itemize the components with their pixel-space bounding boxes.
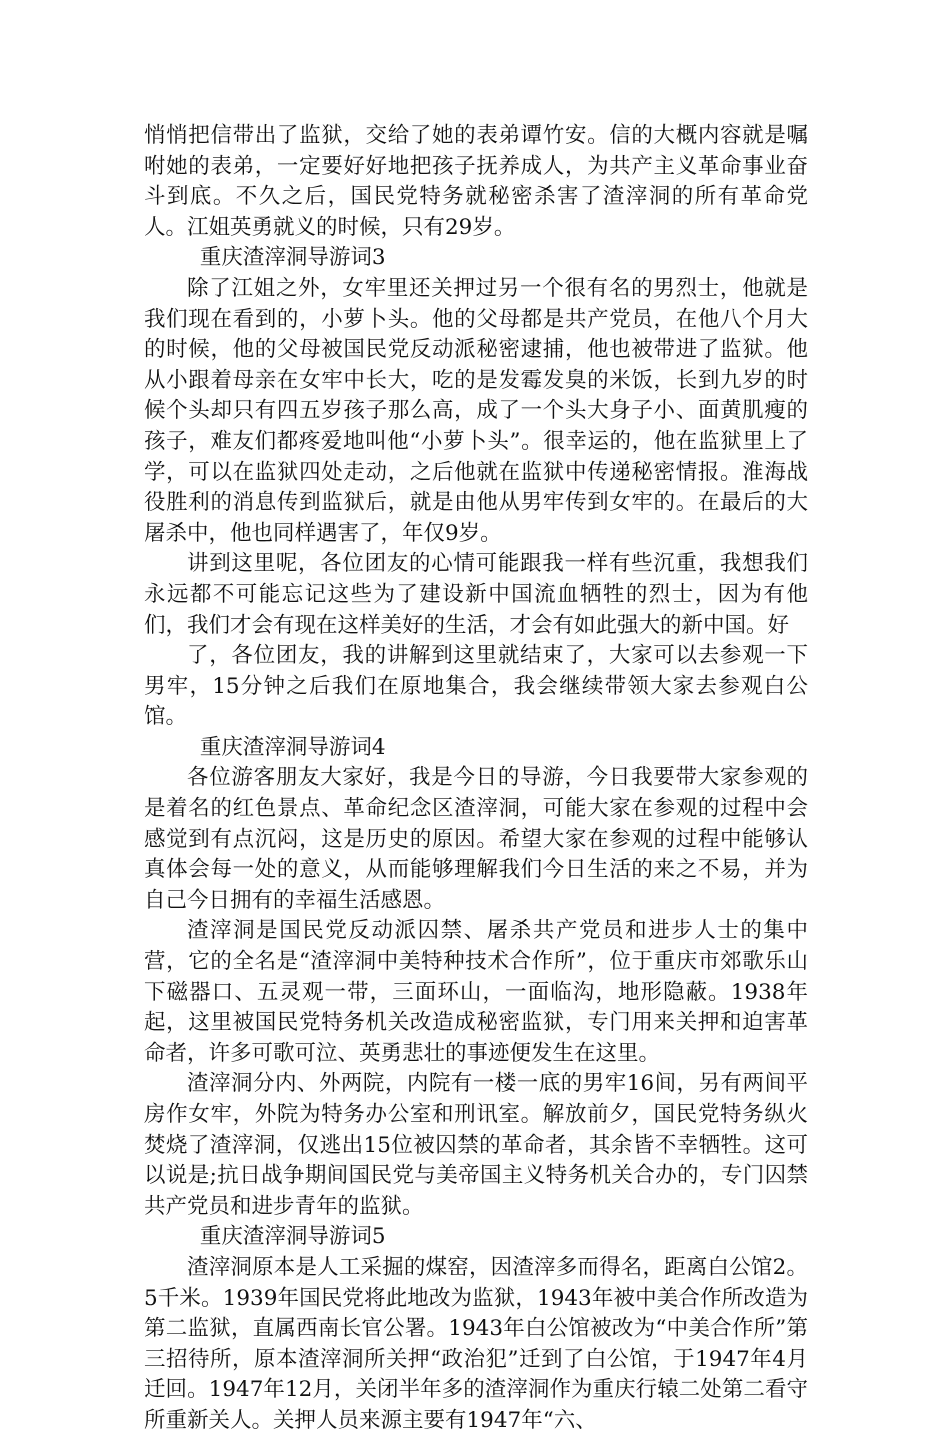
paragraph-8: 渣滓洞原本是人工采掘的煤窑，因渣滓多而得名，距离白公馆2。5千米。1939年国民党将此地改为监狱，1943年被中美合作所改造为第二监狱，直属西南长官公署。1943年白公馆被改为“中美合作所”第三招待所，原本渣滓洞所关押“政治犯”迁到了白公馆，于1947年4月迁回。1947年12月，关闭半年多的渣滓洞作为重庆行辕二处第二看守所重新关人。关押人员来源主要有1947年“六、: [144, 1254, 808, 1433]
paragraph-3: 讲到这里呢，各位团友的心情可能跟我一样有些沉重，我想我们永远都不可能忘记这些为了建设新中国流血牺牲的烈士，因为有他们，我们才会有现在这样美好的生活，才会有如此强大的新中国。好: [144, 551, 808, 638]
paragraph-7: 渣滓洞分内、外两院，内院有一楼一底的男牢16间，另有两间平房作女牢，外院为特务办公室和刑讯室。解放前夕，国民党特务纵火焚烧了渣滓洞，仅逃出15位被囚禁的革命者，其余皆不幸牺牲。这可以说是;抗日战争期间国民党与美帝国主义特务机关合办的，专门囚禁共产党员和进步青年的监狱。: [144, 1071, 808, 1219]
paragraph-2: 除了江姐之外，女牢里还关押过另一个很有名的男烈士，他就是我们现在看到的，小萝卜头。他的父母都是共产党员，在他八个月大的时候，他的父母被国民党反动派秘密逮捕，他也被带进了监狱。他从小跟着母亲在女牢中长大，吃的是发霉发臭的米饭，长到九岁的时候个头却只有四五岁孩子那么高，成了一个头大身子小、面黄肌瘦的孩子，难友们都疼爱地叫他“小萝卜头”。很幸运的，他在监狱里上了学，可以在监狱四处走动，之后他就在监狱中传递秘密情报。淮海战役胜利的消息传到监狱后，就是由他从男牢传到女牢的。在最后的大屠杀中，他也同样遇害了，年仅9岁。: [144, 275, 808, 546]
paragraph-6: 渣滓洞是国民党反动派囚禁、屠杀共产党员和进步人士的集中营，它的全名是“渣滓洞中美特种技术合作所”，位于重庆市郊歌乐山下磁器口、五灵观一带，三面环山，一面临沟，地形隐蔽。1938年起，这里被国民党特务机关改造成秘密监狱，专门用来关押和迫害革命者，许多可歌可泣、英勇悲壮的事迹便发生在这里。: [144, 918, 808, 1066]
paragraph-4: 了，各位团友，我的讲解到这里就结束了，大家可以去参观一下男牢，15分钟之后我们在原地集合，我会继续带领大家去参观白公馆。: [144, 643, 808, 730]
paragraph-5: 各位游客朋友大家好，我是今日的导游，今日我要带大家参观的是着名的红色景点、革命纪念区渣滓洞，可能大家在参观的过程中会感觉到有点沉闷，这是历史的原因。希望大家在参观的过程中能够认真体会每一处的意义，从而能够理解我们今日生活的来之不易，并为自己今日拥有的幸福生活感恩。: [144, 765, 808, 913]
section-heading-4: 重庆渣滓洞导游词4: [199, 734, 386, 760]
paragraph-1: 悄悄把信带出了监狱，交给了她的表弟谭竹安。信的大概内容就是嘱咐她的表弟，一定要好好地把孩子抚养成人，为共产主义革命事业奋斗到底。不久之后，国民党特务就秘密杀害了渣滓洞的所有革命党人。江姐英勇就义的时候，只有29岁。: [144, 123, 808, 240]
document-page: [144, 121, 808, 1437]
section-heading-5: 重庆渣滓洞导游词5: [199, 1224, 386, 1250]
section-heading-3: 重庆渣滓洞导游词3: [199, 245, 386, 271]
